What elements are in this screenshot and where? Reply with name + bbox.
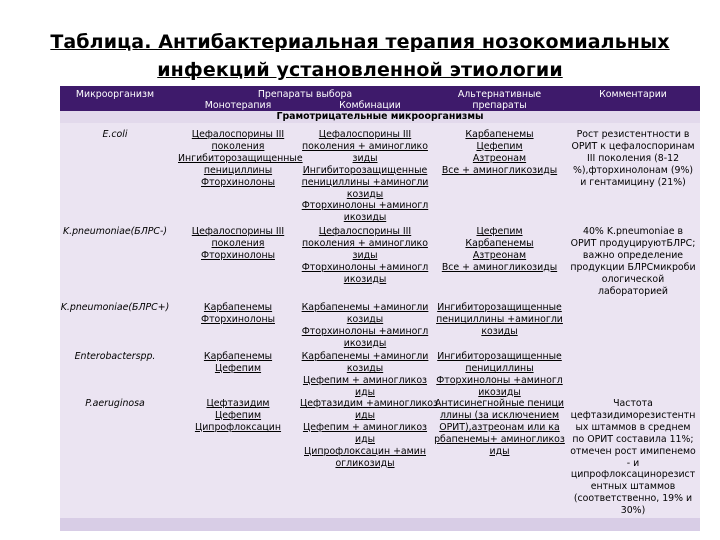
cell-combination: Карбапенемы +аминогли козиды Цефепим + аминогликоз иды <box>301 351 429 398</box>
table-header <box>60 86 700 111</box>
header-comments: Комментарии <box>599 89 667 100</box>
table-body <box>60 123 700 531</box>
cell-alternative: Ингибиторозащищенные пенициллины Фторхинолоны +аминогл икозиды <box>436 351 563 398</box>
header-alt: Альтернативные препараты <box>457 89 542 111</box>
title-line-2: инфекций установленной этиологии <box>157 59 563 81</box>
cell-comment: Рост резистентности в ОРИТ к цефалоспоринам III поколения (8-12 %),фторхинолонам (9%) и гентамицину (21%) <box>571 129 695 188</box>
cell-alternative: Цефепим Карбапенемы Азтреонам Все + аминогликозиды <box>441 226 558 273</box>
header-choice: Препараты выбора <box>257 89 353 100</box>
section-header: Грамотрицательные микроорганизмы <box>60 111 700 123</box>
cell-alternative: Антисинегнойные пеници ллины (за исключением ОРИТ),азтреонам или ка рбапенемы+ аминогликоз иды <box>434 398 565 457</box>
table-footer-band <box>60 518 700 531</box>
cell-monotherapy: Карбапенемы Цефепим <box>203 351 273 374</box>
header-organism: Микроорганизм <box>75 89 155 100</box>
cell-monotherapy: Цефалоспорины III поколения Фторхинолоны <box>191 226 285 261</box>
cell-comment: Частота цефтазидиморезистентн ых штаммов в среднем по ОРИТ составила 11%; отмечен рост имипенемо - и ципрофлоксацинорезист ентных штаммов (соответственно, 19% и 30%) <box>570 398 696 517</box>
cell-combination: Цефтазидим +аминогликоз иды Цефепим + аминогликоз иды Ципрофлоксацин +амин огликозиды <box>300 398 438 469</box>
cell-organism: P.aeruginosa <box>85 398 145 409</box>
cell-organism: K.pneumoniae(БЛРС-) <box>62 226 168 237</box>
cell-organism: Enterobacterspp. <box>74 351 156 362</box>
therapy-table <box>60 86 700 531</box>
cell-monotherapy: Карбапенемы Фторхинолоны <box>201 302 275 325</box>
title-line-1: Таблица. Антибактериальная терапия нозокомиальных <box>50 31 670 53</box>
cell-combination: Цефалоспорины III поколения + аминоглико зиды Фторхинолоны +аминогл икозиды <box>301 226 429 285</box>
cell-alternative: Ингибиторозащищенные пенициллины +аминогли козиды <box>436 302 563 337</box>
cell-comment: 40% K.pneumoniae в ОРИТ продуцируютБЛРС; важно определение продукции БЛРСмикроби ологической лабораторией <box>570 226 696 297</box>
cell-organism: E.coli <box>102 129 128 140</box>
cell-combination: Карбапенемы +аминогли козиды Фторхинолоны +аминогл икозиды <box>301 302 429 349</box>
header-mono: Монотерапия <box>204 100 272 111</box>
cell-combination: Цефалоспорины III поколения + аминоглико зиды Ингибиторозащищенные пенициллины +аминогли козиды Фторхинолоны +аминогл икозиды <box>301 129 429 224</box>
header-combo: Комбинации <box>339 100 401 111</box>
page-title <box>0 28 720 84</box>
cell-organism: K.pneumoniae(БЛРС+) <box>60 302 170 313</box>
cell-alternative: Карбапенемы Цефепим Азтреонам Все + аминогликозиды <box>441 129 558 176</box>
cell-monotherapy: Цефтазидим Цефепим Ципрофлоксацин <box>194 398 282 433</box>
cell-monotherapy: Цефалоспорины III поколения Ингибиторозащищенные пенициллины Фторхинолоны <box>178 129 303 188</box>
